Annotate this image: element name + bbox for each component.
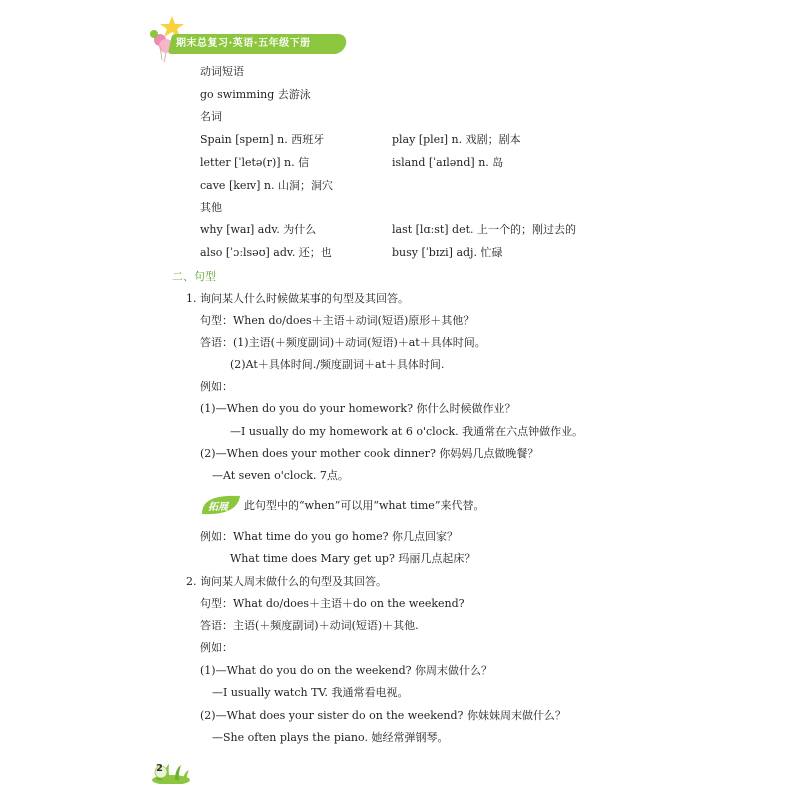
vocab-item: also [ˈɔːlsəʊ] adv. 还；也 bbox=[200, 246, 332, 259]
other-heading: 其他 bbox=[200, 201, 222, 214]
item1-answer2: (2)At＋具体时间./频度副词＋at＋具体时间. bbox=[230, 358, 445, 371]
verb-phrase-heading: 动词短语 bbox=[200, 65, 244, 78]
example-question: (1)—What do you do on the weekend? 你周末做什么？ bbox=[200, 664, 493, 677]
vocab-item: busy [ˈbɪzi] adj. 忙碌 bbox=[392, 246, 503, 259]
noun-heading: 名词 bbox=[200, 110, 222, 123]
extension-example: What time does Mary get up? 玛丽几点起床？ bbox=[230, 552, 476, 565]
item1-example-label: 例如： bbox=[200, 380, 233, 393]
tuozhan-badge bbox=[200, 494, 242, 516]
example-answer: —At seven o'clock. 7点。 bbox=[212, 469, 349, 482]
example-question: (2)—What does your sister do on the weekend? 你妹妹周末做什么？ bbox=[200, 709, 566, 722]
example-answer: —I usually do my homework at 6 o'clock. 我通常在六点钟做作业。 bbox=[230, 425, 584, 438]
tuozhan-text: 此句型中的“when”可以用“what time”来代替。 bbox=[244, 499, 485, 512]
vocab-item: cave [keɪv] n. 山洞；洞穴 bbox=[200, 179, 334, 192]
example-answer: —She often plays the piano. 她经常弹钢琴。 bbox=[212, 731, 449, 744]
item2-pattern: 句型：What do/does＋主语＋do on the weekend? bbox=[200, 597, 465, 610]
vocab-item: Spain [speɪn] n. 西班牙 bbox=[200, 133, 325, 146]
item2-answer: 答语：主语(＋频度副词)＋动词(短语)＋其他. bbox=[200, 619, 419, 632]
example-question: (2)—When does your mother cook dinner? 你妈妈几点做晚餐？ bbox=[200, 447, 539, 460]
vocab-item: island [ˈaɪlənd] n. 岛 bbox=[392, 156, 504, 169]
extension-example: 例如：What time do you go home? 你几点回家？ bbox=[200, 530, 459, 543]
verb-phrase-item: go swimming 去游泳 bbox=[200, 88, 311, 101]
item1-answer1: 答语：(1)主语(＋频度副词)＋动词(短语)＋at＋具体时间。 bbox=[200, 336, 486, 349]
item1-pattern: 句型：When do/does＋主语＋动词(短语)原形＋其他？ bbox=[200, 314, 475, 327]
tuozhan-label: 拓展 bbox=[208, 502, 228, 513]
item2-example-label: 例如： bbox=[200, 641, 233, 654]
vocab-item: last [lɑːst] det. 上一个的；刚过去的 bbox=[392, 223, 577, 236]
page-number: 2 bbox=[156, 763, 163, 774]
item2-heading: 2. 询问某人周末做什么的句型及其回答。 bbox=[186, 575, 387, 588]
vocab-item: why [waɪ] adv. 为什么 bbox=[200, 223, 317, 236]
page-header bbox=[140, 14, 350, 64]
example-answer: —I usually watch TV. 我通常看电视。 bbox=[212, 686, 409, 699]
section-title: 二、句型 bbox=[172, 270, 216, 283]
example-question: (1)—When do you do your homework? 你什么时候做作业？ bbox=[200, 402, 516, 415]
vocab-item: play [pleɪ] n. 戏剧；剧本 bbox=[392, 133, 521, 146]
vocab-item: letter [ˈletə(r)] n. 信 bbox=[200, 156, 310, 169]
header-banner-text: 期末总复习·英语·五年级下册 bbox=[176, 38, 311, 49]
item1-heading: 1. 询问某人什么时候做某事的句型及其回答。 bbox=[186, 292, 409, 305]
